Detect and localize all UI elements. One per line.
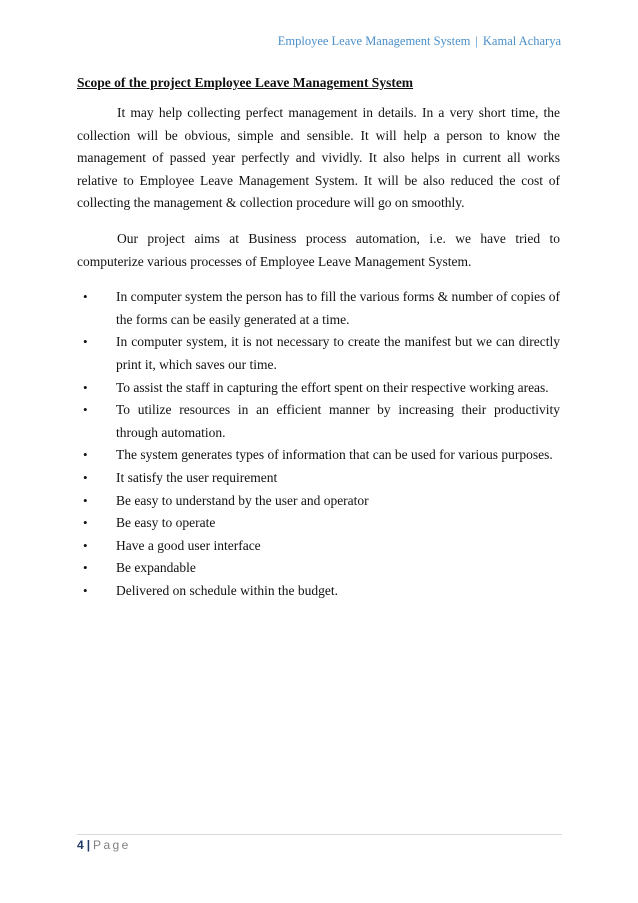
bullet-text: Have a good user interface: [116, 537, 261, 553]
scope-bullet-list: [77, 286, 560, 602]
bullet-text: The system generates types of information that can be used for various purposes.: [116, 447, 553, 463]
bullet-dot-icon: •: [83, 379, 88, 395]
page-content: [77, 74, 560, 602]
bullet-dot-icon: •: [83, 537, 88, 553]
bullet-item: [77, 512, 560, 535]
bullet-dot-icon: •: [83, 334, 88, 350]
bullet-item: [77, 490, 560, 513]
bullet-item: [77, 377, 560, 400]
bullet-item: [77, 399, 560, 444]
bullet-text: Be easy to operate: [116, 515, 216, 531]
bullet-text: In computer system the person has to fill the various forms & number of copies of the forms can be easily generated at a time.: [116, 289, 560, 327]
bullet-text: Be expandable: [116, 560, 196, 576]
bullet-text: To utilize resources in an efficient manner by increasing their productivity through automation.: [116, 402, 560, 440]
bullet-item: [77, 557, 560, 580]
bullet-item: [77, 331, 560, 376]
bullet-dot-icon: •: [83, 289, 88, 305]
footer-divider: [77, 834, 562, 835]
bullet-item: [77, 286, 560, 331]
bullet-text: Delivered on schedule within the budget.: [116, 582, 338, 598]
header-author: Kamal Acharya: [482, 34, 561, 48]
bullet-dot-icon: •: [83, 515, 88, 531]
footer-page-word: Page: [93, 838, 131, 852]
section-title: Scope of the project Employee Leave Management System: [77, 75, 414, 90]
bullet-dot-icon: •: [83, 402, 88, 418]
aims-paragraph: Our project aims at Business process automation, i.e. we have tried to computerize various processes of Employee Leave Management System.: [77, 230, 560, 269]
footer-page-number: 4: [77, 838, 84, 852]
bullet-dot-icon: •: [83, 560, 88, 576]
footer-separator: |: [86, 838, 91, 852]
bullet-item: [77, 444, 560, 467]
running-header: [278, 34, 561, 49]
bullet-item: [77, 535, 560, 558]
header-doc-title: Employee Leave Management System: [277, 34, 471, 48]
bullet-item: [77, 467, 560, 490]
bullet-dot-icon: •: [83, 492, 88, 508]
page-footer: [77, 838, 131, 852]
bullet-text: In computer system, it is not necessary to create the manifest but we can directly print it, which saves our time.: [116, 334, 560, 372]
bullet-item: [77, 580, 560, 603]
bullet-text: To assist the staff in capturing the effort spent on their respective working areas.: [116, 379, 549, 395]
bullet-dot-icon: •: [83, 469, 88, 485]
scope-paragraph: It may help collecting perfect management in details. In a very short time, the collection will be obvious, simple and sensible. It will help a person to know the management of passed year perfectly and vividly. It also helps in current all works relative to Employee Leave Management System. It will be also reduced the cost of collecting the management & collection procedure will go on smoothly.: [77, 105, 560, 211]
bullet-dot-icon: •: [83, 447, 88, 463]
bullet-dot-icon: •: [83, 582, 88, 598]
bullet-text: It satisfy the user requirement: [116, 469, 278, 485]
bullet-text: Be easy to understand by the user and operator: [116, 492, 369, 508]
header-separator: |: [475, 34, 478, 48]
